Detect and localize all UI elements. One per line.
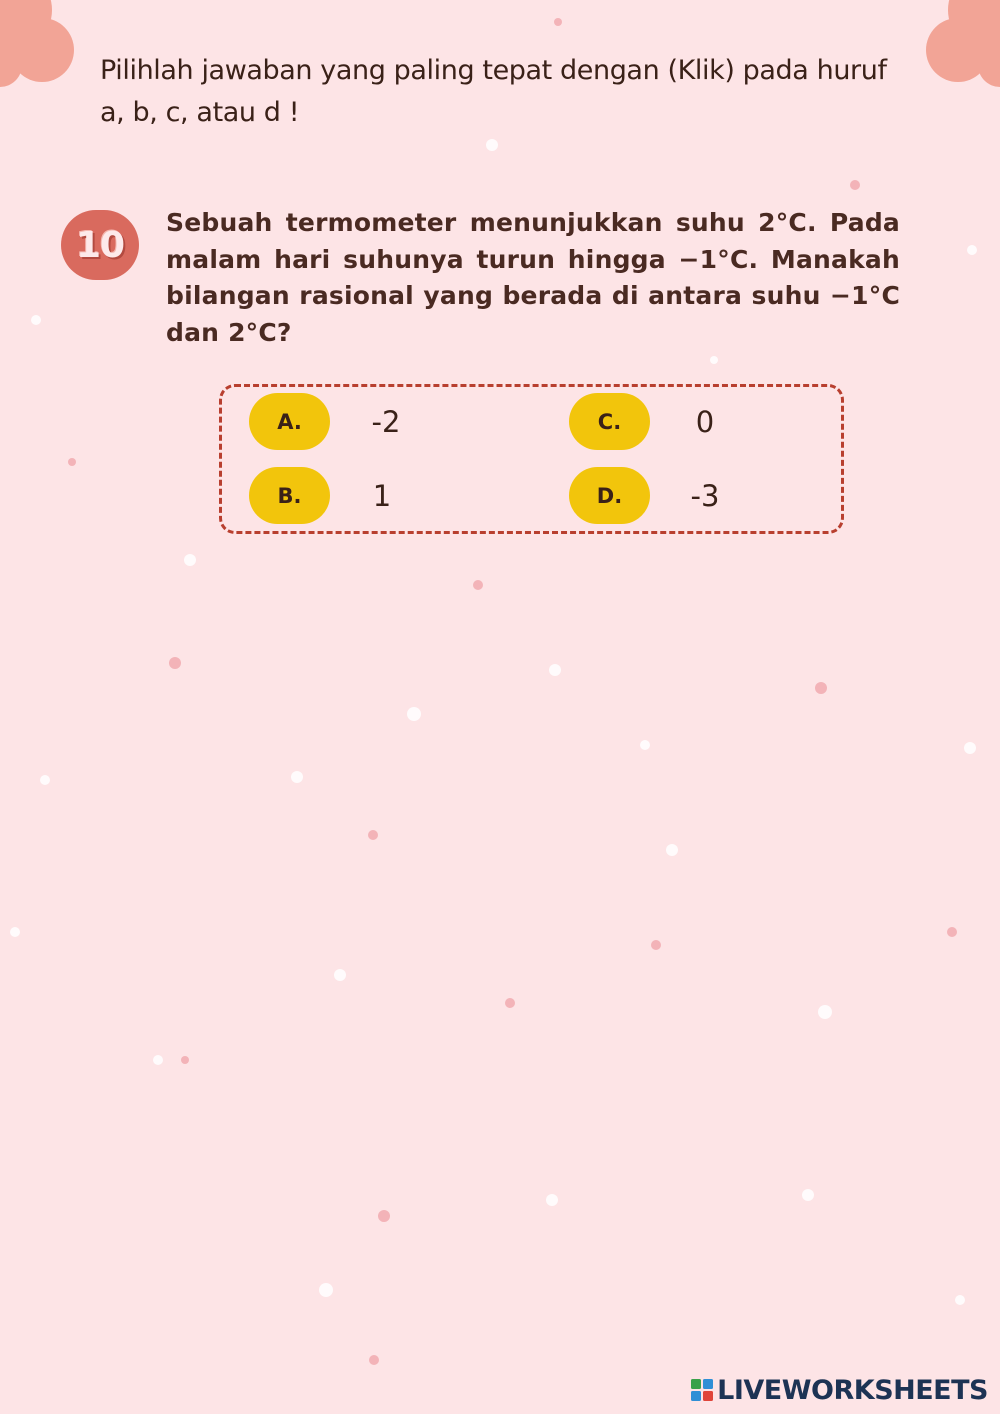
- liveworksheets-logo-icon: [691, 1379, 713, 1401]
- question-text: Sebuah termometer menunjukkan suhu 2°C. Pada malam hari suhunya turun hingga −1°C. Manakah bilangan rasional yang berada di antara suhu −1°C dan 2°C?: [166, 208, 900, 347]
- option-d-value: -3: [690, 478, 720, 513]
- option-c-value: 0: [695, 404, 715, 439]
- question-number-badge: [61, 210, 139, 280]
- instruction-text: Pilihlah jawaban yang paling tepat dengan (Klik) pada huruf a, b, c, atau d !: [100, 55, 887, 128]
- option-a-value: -2: [371, 404, 401, 439]
- option-a-button[interactable]: A.: [249, 393, 330, 450]
- option-c-button[interactable]: C.: [569, 393, 650, 450]
- corner-flower-right: [900, 0, 1000, 110]
- option-b-button[interactable]: B.: [249, 467, 330, 524]
- answer-options-box: [219, 384, 844, 534]
- brand-name: LIVEWORKSHEETS: [717, 1374, 988, 1406]
- option-d-button[interactable]: D.: [569, 467, 650, 524]
- question-number: 10: [75, 224, 125, 266]
- option-b-value: 1: [372, 478, 392, 513]
- liveworksheets-branding[interactable]: [691, 1372, 988, 1408]
- corner-flower-left: [0, 0, 100, 110]
